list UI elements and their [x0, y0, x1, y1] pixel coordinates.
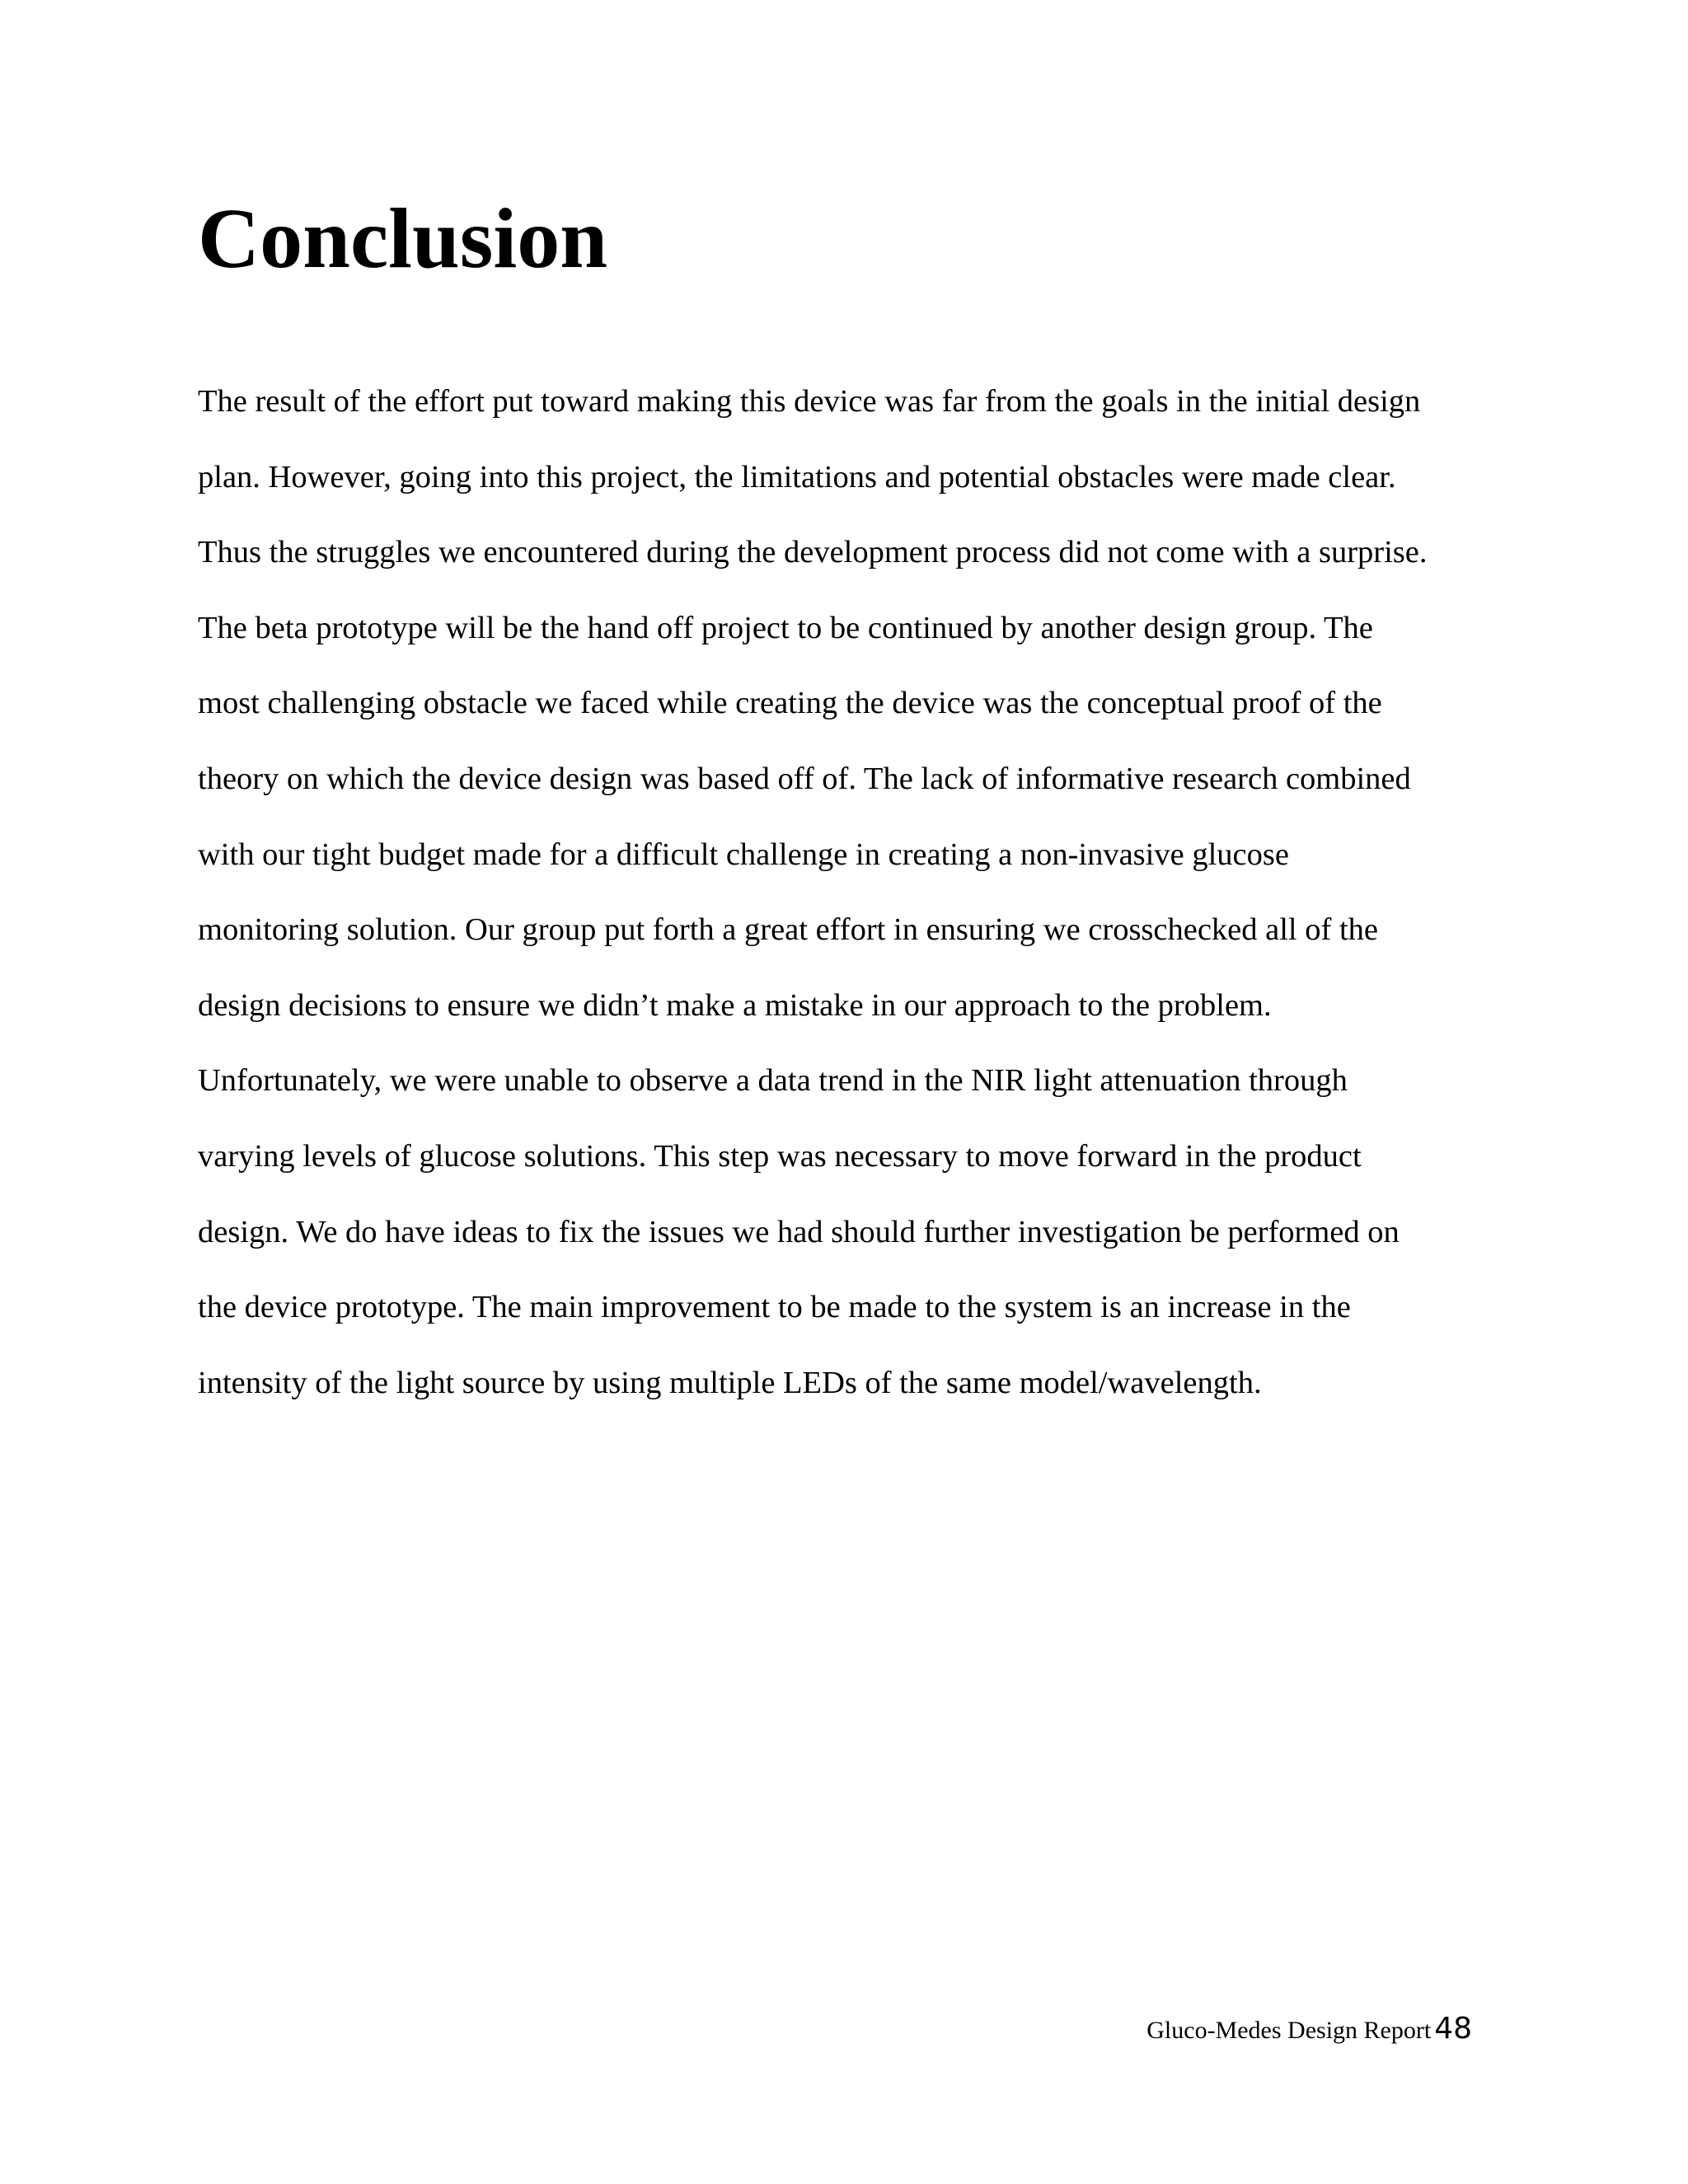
- paragraph-line: theory on which the device design was based off of. The lack of informative research combined: [198, 761, 1411, 796]
- paragraph-line: design. We do have ideas to fix the issues we had should further investigation be performed on: [198, 1214, 1400, 1249]
- paragraph-line: design decisions to ensure we didn’t make a mistake in our approach to the problem.: [198, 987, 1272, 1023]
- paragraph-line: monitoring solution. Our group put forth a great effort in ensuring we crosschecked all of the: [198, 912, 1378, 948]
- paragraph-line: with our tight budget made for a difficult challenge in creating a non-invasive glucose: [198, 837, 1289, 872]
- conclusion-paragraph: [198, 381, 1533, 1437]
- paragraph-line: most challenging obstacle we faced while creating the device was the conceptual proof of the: [198, 686, 1382, 721]
- page-number: 48: [1434, 2012, 1472, 2046]
- paragraph-line: Thus the struggles we encountered during the development process did not come with a surprise.: [198, 535, 1428, 570]
- paragraph-line: The result of the effort put toward making this device was far from the goals in the initial design: [198, 384, 1421, 419]
- footer-report-title: Gluco-Medes Design Report: [1146, 2017, 1432, 2044]
- paragraph-line: plan. However, going into this project, the limitations and potential obstacles were made clear.: [198, 459, 1396, 494]
- paragraph-line: the device prototype. The main improvement to be made to the system is an increase in the: [198, 1290, 1351, 1325]
- paragraph-line: intensity of the light source by using multiple LEDs of the same model/wavelength.: [198, 1365, 1262, 1400]
- paragraph-line: varying levels of glucose solutions. This step was necessary to move forward in the product: [198, 1138, 1362, 1174]
- paragraph-line: Unfortunately, we were unable to observe a data trend in the NIR light attenuation through: [198, 1063, 1348, 1099]
- page-title: Conclusion: [198, 191, 608, 286]
- paragraph-line: The beta prototype will be the hand off project to be continued by another design group. The: [198, 610, 1373, 645]
- page-footer: [1146, 2014, 1472, 2044]
